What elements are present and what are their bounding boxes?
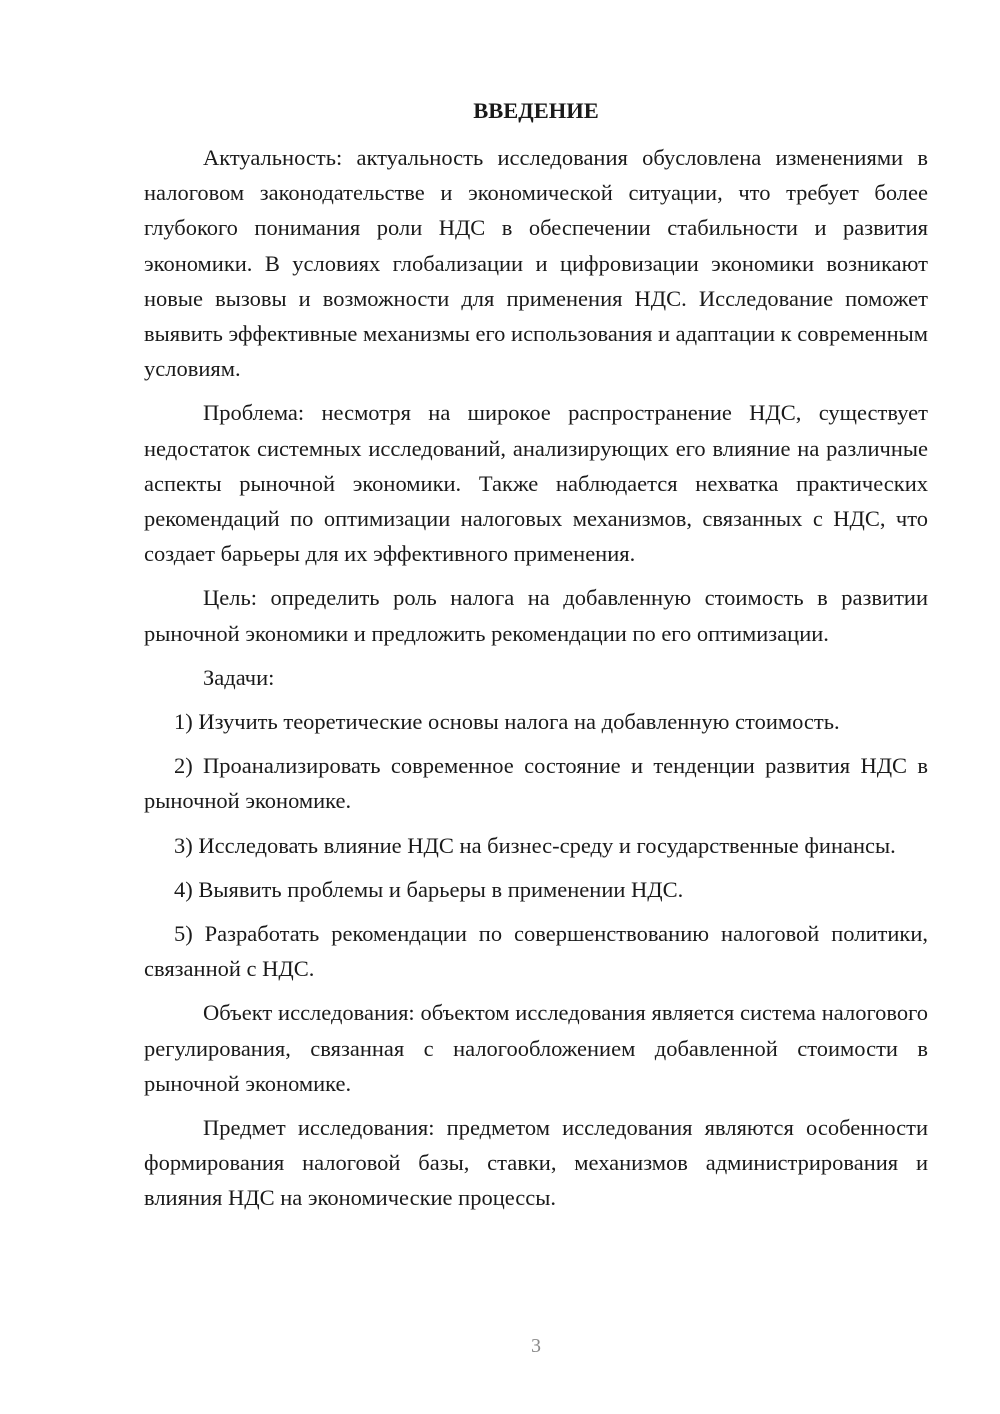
page-number: 3 bbox=[531, 1335, 541, 1357]
task-item-1: 1) Изучить теоретические основы налога на добавленную стоимость. bbox=[174, 709, 840, 735]
problem-paragraph: Проблема: несмотря на широкое распространение НДС, существует недостаток системных исследований, анализирующих его влияние на различные аспекты рыночной экономики. Также наблюдается нехватка практических рекомендаций по оптимизации налоговых механизмов, связанных с НДС, что создает барьеры для их эффективного применения. bbox=[144, 400, 928, 567]
task-item-5: 5) Разработать рекомендации по совершенствованию налоговой политики, связанной с НДС. bbox=[144, 921, 928, 982]
task-item-2: 2) Проанализировать современное состояние и тенденции развития НДС в рыночной экономике. bbox=[144, 753, 928, 814]
object-paragraph: Объект исследования: объектом исследования является система налогового регулирования, связанная с налогообложением добавленной стоимости в рыночной экономике. bbox=[144, 1000, 928, 1096]
goal-paragraph: Цель: определить роль налога на добавленную стоимость в развитии рыночной экономики и предложить рекомендации по его оптимизации. bbox=[144, 585, 928, 646]
page-title: ВВЕДЕНИЕ bbox=[473, 98, 599, 123]
relevance-paragraph: Актуальность: актуальность исследования обусловлена изменениями в налоговом законодательстве и экономической ситуации, что требует более глубокого понимания роли НДС в обеспечении стабильности и развития экономики. В условиях глобализации и цифровизации экономики возникают новые вызовы и возможности для применения НДС. Исследование поможет выявить эффективные механизмы его использования и адаптации к современным условиям. bbox=[144, 145, 928, 382]
subject-paragraph: Предмет исследования: предметом исследования являются особенности формирования налоговой базы, ставки, механизмов администрирования и влияния НДС на экономические процессы. bbox=[144, 1115, 928, 1211]
task-item-3: 3) Исследовать влияние НДС на бизнес-среду и государственные финансы. bbox=[174, 832, 896, 858]
task-item-4: 4) Выявить проблемы и барьеры в применении НДС. bbox=[174, 876, 684, 902]
page-content bbox=[144, 93, 928, 1225]
tasks-heading: Задачи: bbox=[203, 664, 275, 690]
